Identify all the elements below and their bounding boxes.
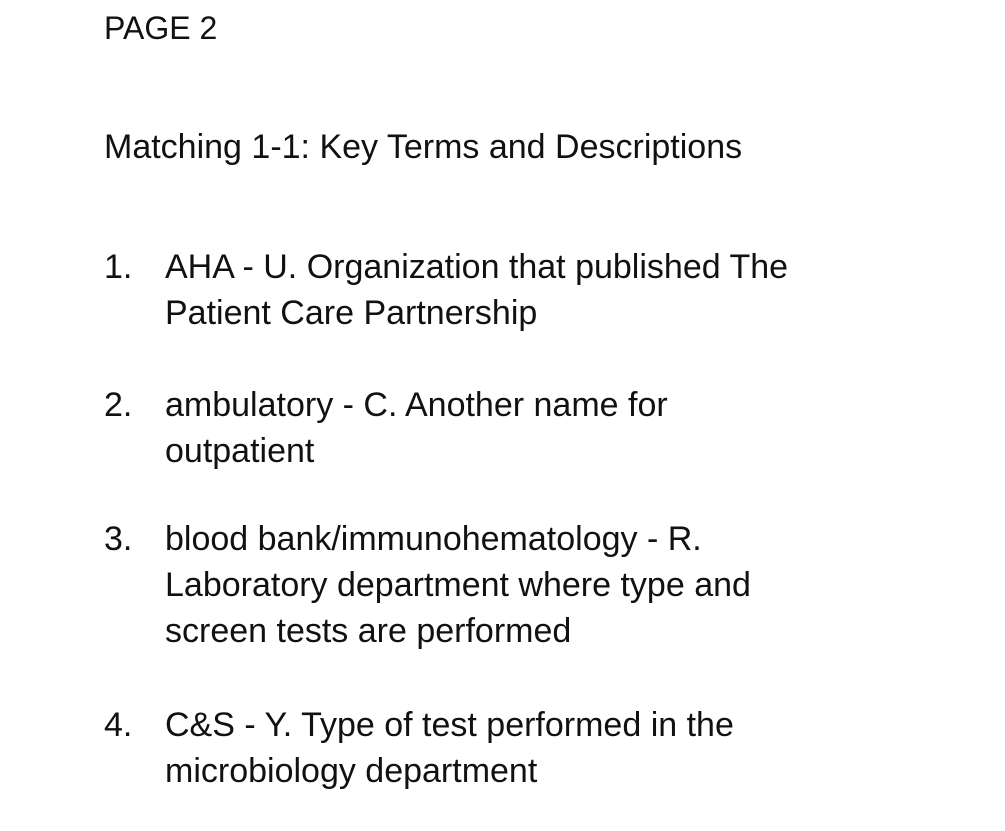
item-text [165, 516, 864, 654]
item-text-line: Laboratory department where type and [165, 566, 751, 604]
item-number: 1. [104, 248, 133, 286]
item-number: 4. [104, 706, 133, 744]
item-text-line: microbiology department [165, 752, 538, 790]
section-title: Matching 1-1: Key Terms and Descriptions [104, 128, 743, 166]
item-text-line: C&S - Y. Type of test performed in the [165, 706, 734, 744]
item-number: 2. [104, 386, 133, 424]
list-item [104, 244, 864, 336]
item-text [165, 702, 864, 794]
item-text [165, 244, 864, 336]
item-text-line: outpatient [165, 432, 315, 470]
list-item [104, 702, 864, 794]
list-item [104, 382, 864, 474]
item-text [165, 382, 864, 474]
page-label: PAGE 2 [104, 10, 218, 46]
item-text-line: Patient Care Partnership [165, 294, 538, 332]
item-number: 3. [104, 520, 133, 558]
list-item [104, 516, 864, 654]
item-text-line: screen tests are performed [165, 612, 572, 650]
item-text-line: blood bank/immunohematology - R. [165, 520, 702, 558]
item-text-line: ambulatory - C. Another name for [165, 386, 668, 424]
item-text-line: AHA - U. Organization that published The [165, 248, 789, 286]
